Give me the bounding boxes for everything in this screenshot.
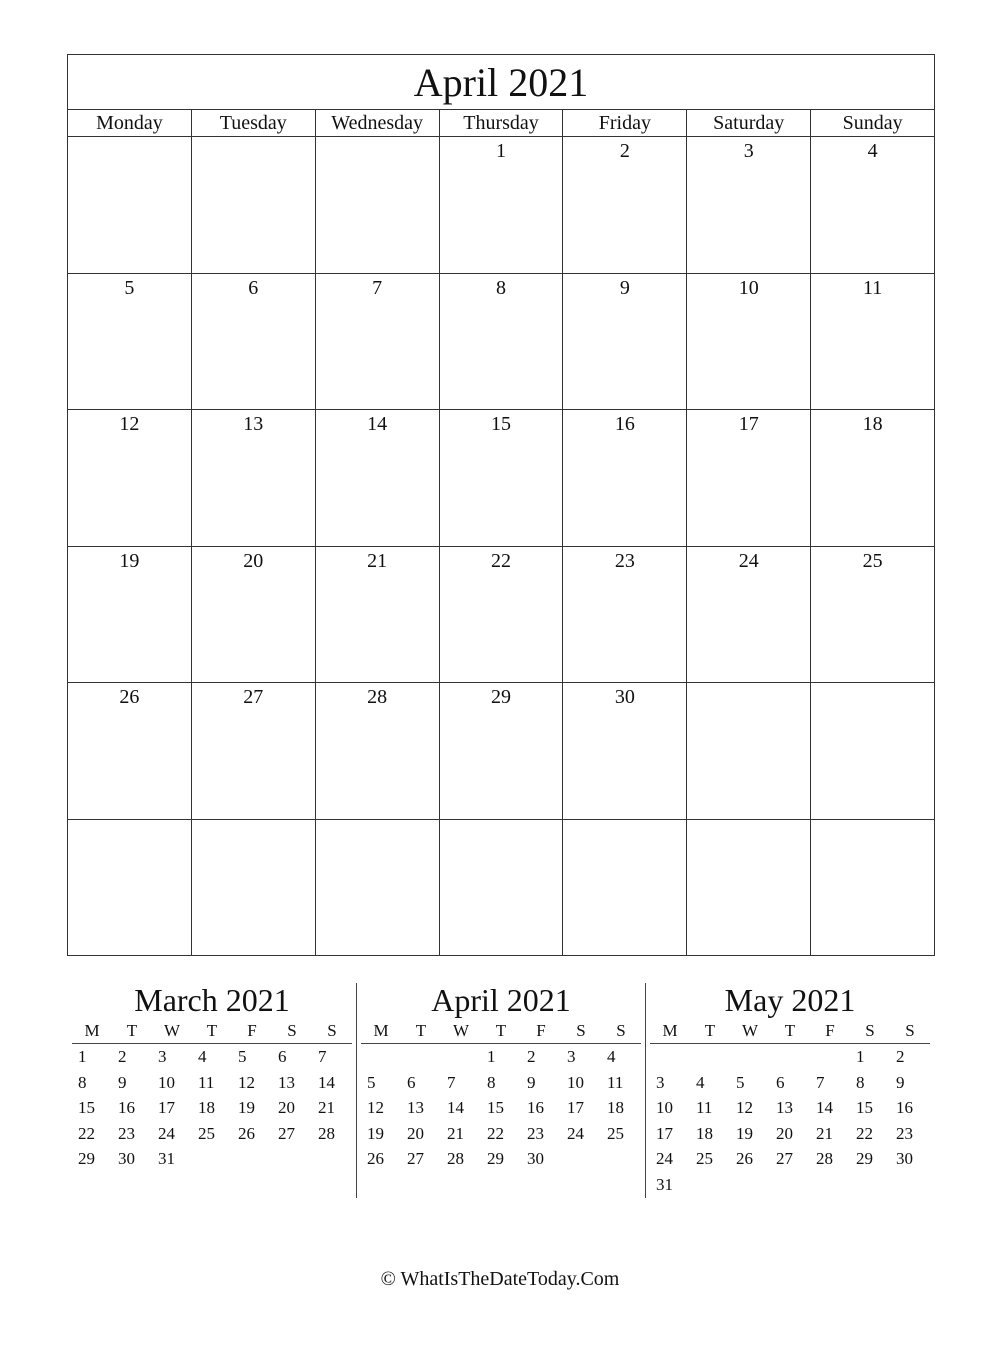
main-calendar-title: April 2021 — [68, 55, 934, 110]
mini-day: 8 — [856, 1072, 865, 1092]
day-cell — [315, 820, 439, 956]
mini-day: 25 — [696, 1149, 713, 1168]
mini-calendar-march — [72, 982, 352, 1172]
main-calendar — [67, 54, 935, 956]
mini-day: 16 — [896, 1098, 913, 1117]
weekday-label: Wednesday — [315, 110, 439, 136]
week-row — [68, 273, 934, 410]
mini-calendar-grid — [361, 1044, 641, 1172]
mini-day: 27 — [407, 1149, 424, 1168]
mini-day: 27 — [278, 1123, 295, 1143]
mini-day: 2 — [896, 1047, 905, 1066]
day-cell: 3 — [686, 137, 810, 273]
mini-weekday-header — [72, 1020, 352, 1044]
mini-day: 31 — [656, 1174, 673, 1194]
mini-day: 16 — [118, 1098, 135, 1117]
day-cell — [686, 683, 810, 819]
day-cell: 24 — [686, 547, 810, 683]
mini-day: 19 — [736, 1123, 753, 1143]
mini-weekday-label: W — [452, 1021, 470, 1040]
mini-day: 25 — [607, 1123, 624, 1143]
mini-day: 1 — [856, 1047, 865, 1066]
day-cell: 23 — [562, 547, 686, 683]
mini-day: 11 — [198, 1072, 215, 1092]
mini-day: 20 — [407, 1123, 424, 1143]
mini-day: 26 — [367, 1149, 384, 1168]
mini-day: 15 — [487, 1098, 504, 1117]
mini-day: 12 — [367, 1098, 384, 1117]
day-cell: 9 — [562, 274, 686, 410]
mini-day: 7 — [447, 1072, 456, 1092]
mini-day: 21 — [447, 1123, 464, 1143]
weekday-label: Monday — [96, 112, 163, 134]
week-row — [68, 546, 934, 683]
mini-empty-cell — [730, 1044, 770, 1070]
mini-calendar-title: May 2021 — [724, 982, 856, 1018]
mini-weekday-label: S — [616, 1021, 626, 1040]
mini-day: 9 — [118, 1072, 127, 1092]
day-cell: 2 — [562, 137, 686, 273]
mini-day: 12 — [736, 1098, 753, 1117]
mini-day: 22 — [856, 1123, 873, 1143]
mini-day: 6 — [776, 1072, 785, 1092]
mini-day: 16 — [527, 1098, 544, 1117]
mini-day: 21 — [318, 1098, 335, 1117]
mini-empty-cell — [810, 1044, 850, 1070]
day-cell: 21 — [315, 547, 439, 683]
mini-weekday-label: M — [84, 1021, 100, 1040]
mini-day: 28 — [447, 1149, 464, 1168]
mini-day: 6 — [407, 1072, 416, 1092]
day-cell: 5 — [124, 276, 135, 299]
day-cell: 8 — [439, 274, 563, 410]
day-cell: 28 — [315, 683, 439, 819]
mini-day: 9 — [527, 1072, 536, 1092]
mini-calendar-title: March 2021 — [134, 982, 290, 1018]
mini-day: 23 — [118, 1123, 135, 1143]
mini-day: 10 — [656, 1098, 673, 1117]
mini-day: 15 — [856, 1098, 873, 1117]
mini-weekday-label: T — [206, 1021, 218, 1040]
mini-weekday-header — [650, 1020, 930, 1044]
mini-weekday-label: F — [825, 1021, 835, 1040]
mini-weekday-label: S — [576, 1021, 586, 1040]
mini-day: 23 — [527, 1123, 544, 1143]
mini-day: 5 — [736, 1072, 745, 1092]
day-cell — [68, 820, 191, 956]
mini-day: 9 — [896, 1072, 905, 1092]
mini-weekday-label: W — [163, 1021, 181, 1040]
mini-weekday-label: S — [865, 1021, 875, 1040]
mini-day: 22 — [487, 1123, 504, 1143]
mini-empty-cell — [401, 1044, 441, 1070]
mini-day: 14 — [447, 1098, 464, 1117]
mini-day: 1 — [78, 1047, 87, 1066]
mini-weekday-label: S — [905, 1021, 915, 1040]
day-cell: 13 — [191, 410, 315, 546]
mini-empty-cell — [361, 1044, 401, 1070]
mini-weekday-label: T — [704, 1021, 716, 1040]
mini-weekday-label: T — [126, 1021, 138, 1040]
mini-day: 29 — [78, 1149, 95, 1168]
day-cell: 22 — [439, 547, 563, 683]
mini-day: 22 — [78, 1123, 95, 1143]
mini-weekday-label: W — [741, 1021, 759, 1040]
week-row — [68, 819, 934, 956]
mini-day: 27 — [776, 1149, 793, 1168]
mini-day: 4 — [696, 1072, 705, 1092]
weekday-label: Friday — [562, 110, 686, 136]
mini-day: 13 — [278, 1072, 295, 1092]
mini-day: 29 — [487, 1149, 504, 1168]
day-cell: 7 — [315, 274, 439, 410]
week-row — [68, 682, 934, 819]
mini-day: 7 — [318, 1047, 327, 1066]
mini-day: 19 — [238, 1098, 255, 1117]
mini-day: 7 — [816, 1072, 825, 1092]
mini-day: 2 — [527, 1047, 536, 1066]
week-row — [68, 137, 934, 273]
mini-day: 20 — [278, 1098, 295, 1117]
mini-weekday-label: M — [373, 1021, 389, 1040]
mini-day: 13 — [776, 1098, 793, 1117]
mini-day: 6 — [278, 1047, 287, 1066]
mini-calendar-april — [361, 982, 641, 1172]
mini-weekday-label: T — [495, 1021, 507, 1040]
mini-day: 15 — [78, 1098, 95, 1117]
mini-day: 24 — [158, 1123, 175, 1143]
mini-day: 14 — [816, 1098, 833, 1117]
mini-day: 26 — [238, 1123, 255, 1143]
day-cell: 18 — [810, 410, 934, 546]
day-cell: 4 — [810, 137, 934, 273]
mini-weekday-label: T — [415, 1021, 427, 1040]
mini-weekday-label: F — [536, 1021, 546, 1040]
day-cell — [68, 137, 191, 273]
mini-day: 3 — [656, 1072, 665, 1092]
weekday-label: Thursday — [439, 110, 563, 136]
mini-empty-cell — [650, 1044, 690, 1070]
column-divider — [645, 983, 646, 1198]
weekday-label: Saturday — [686, 110, 810, 136]
mini-calendar-grid — [650, 1044, 930, 1197]
mini-day: 5 — [367, 1072, 376, 1092]
mini-empty-cell — [690, 1044, 730, 1070]
mini-calendar-grid — [72, 1044, 352, 1172]
mini-day: 18 — [198, 1098, 215, 1117]
day-cell: 10 — [686, 274, 810, 410]
mini-day: 2 — [118, 1047, 127, 1066]
day-cell — [562, 820, 686, 956]
weekday-label: Sunday — [810, 110, 934, 136]
day-cell: 30 — [562, 683, 686, 819]
mini-day: 4 — [198, 1047, 207, 1066]
day-cell — [191, 820, 315, 956]
mini-day: 3 — [158, 1047, 167, 1066]
day-cell: 17 — [686, 410, 810, 546]
mini-day: 12 — [238, 1072, 255, 1092]
day-cell: 16 — [562, 410, 686, 546]
column-divider — [356, 983, 357, 1198]
day-cell: 11 — [810, 274, 934, 410]
mini-weekday-label: M — [662, 1021, 678, 1040]
day-cell — [191, 137, 315, 273]
mini-day: 28 — [816, 1149, 833, 1168]
day-cell — [810, 683, 934, 819]
day-cell: 15 — [439, 410, 563, 546]
day-cell — [686, 820, 810, 956]
day-cell: 20 — [191, 547, 315, 683]
mini-day: 25 — [198, 1123, 215, 1143]
mini-day: 5 — [238, 1047, 247, 1066]
day-cell: 26 — [119, 686, 140, 708]
mini-weekday-header — [361, 1020, 641, 1044]
day-cell: 12 — [119, 413, 140, 435]
day-cell — [439, 820, 563, 956]
mini-day: 19 — [367, 1123, 384, 1143]
mini-day: 30 — [527, 1149, 544, 1168]
day-cell: 6 — [191, 274, 315, 410]
day-cell: 1 — [439, 137, 563, 273]
mini-day: 28 — [318, 1123, 335, 1143]
mini-day: 17 — [567, 1098, 584, 1117]
mini-day: 23 — [896, 1123, 913, 1143]
mini-weekday-label: S — [327, 1021, 337, 1040]
weekday-header-row — [68, 110, 934, 137]
day-cell: 14 — [315, 410, 439, 546]
mini-day: 17 — [656, 1123, 673, 1143]
mini-day: 29 — [856, 1149, 873, 1168]
mini-day: 18 — [607, 1098, 624, 1117]
mini-day: 8 — [487, 1072, 496, 1092]
mini-day: 10 — [567, 1072, 584, 1092]
day-cell: 19 — [119, 549, 140, 572]
mini-calendar-may — [650, 982, 930, 1197]
mini-day: 26 — [736, 1149, 753, 1168]
day-cell — [810, 820, 934, 956]
mini-day: 1 — [487, 1047, 496, 1066]
mini-day: 24 — [567, 1123, 584, 1143]
mini-day: 30 — [896, 1149, 913, 1168]
mini-day: 10 — [158, 1072, 175, 1092]
mini-weekday-label: T — [784, 1021, 796, 1040]
copyright-footer: © WhatIsTheDateToday.Com — [380, 1268, 620, 1290]
week-row — [68, 409, 934, 546]
mini-day: 24 — [656, 1149, 673, 1168]
mini-day: 30 — [118, 1149, 135, 1168]
weekday-label: Tuesday — [191, 110, 315, 136]
mini-day: 13 — [407, 1098, 424, 1117]
mini-day: 21 — [816, 1123, 833, 1143]
mini-day: 3 — [567, 1047, 576, 1066]
mini-day: 11 — [607, 1072, 624, 1092]
day-cell: 27 — [191, 683, 315, 819]
day-cell: 25 — [810, 547, 934, 683]
mini-day: 17 — [158, 1098, 175, 1117]
mini-day: 18 — [696, 1123, 713, 1143]
mini-day: 4 — [607, 1047, 616, 1066]
mini-day: 31 — [158, 1149, 175, 1168]
mini-day: 20 — [776, 1123, 793, 1143]
day-cell: 29 — [439, 683, 563, 819]
mini-day: 11 — [696, 1098, 713, 1117]
mini-weekday-label: S — [287, 1021, 297, 1040]
mini-calendar-title: April 2021 — [431, 982, 571, 1018]
mini-day: 8 — [78, 1072, 87, 1092]
mini-empty-cell — [441, 1044, 481, 1070]
mini-day: 14 — [318, 1072, 335, 1092]
mini-weekday-label: F — [247, 1021, 257, 1040]
mini-empty-cell — [770, 1044, 810, 1070]
main-calendar-grid — [68, 137, 934, 955]
day-cell — [315, 137, 439, 273]
